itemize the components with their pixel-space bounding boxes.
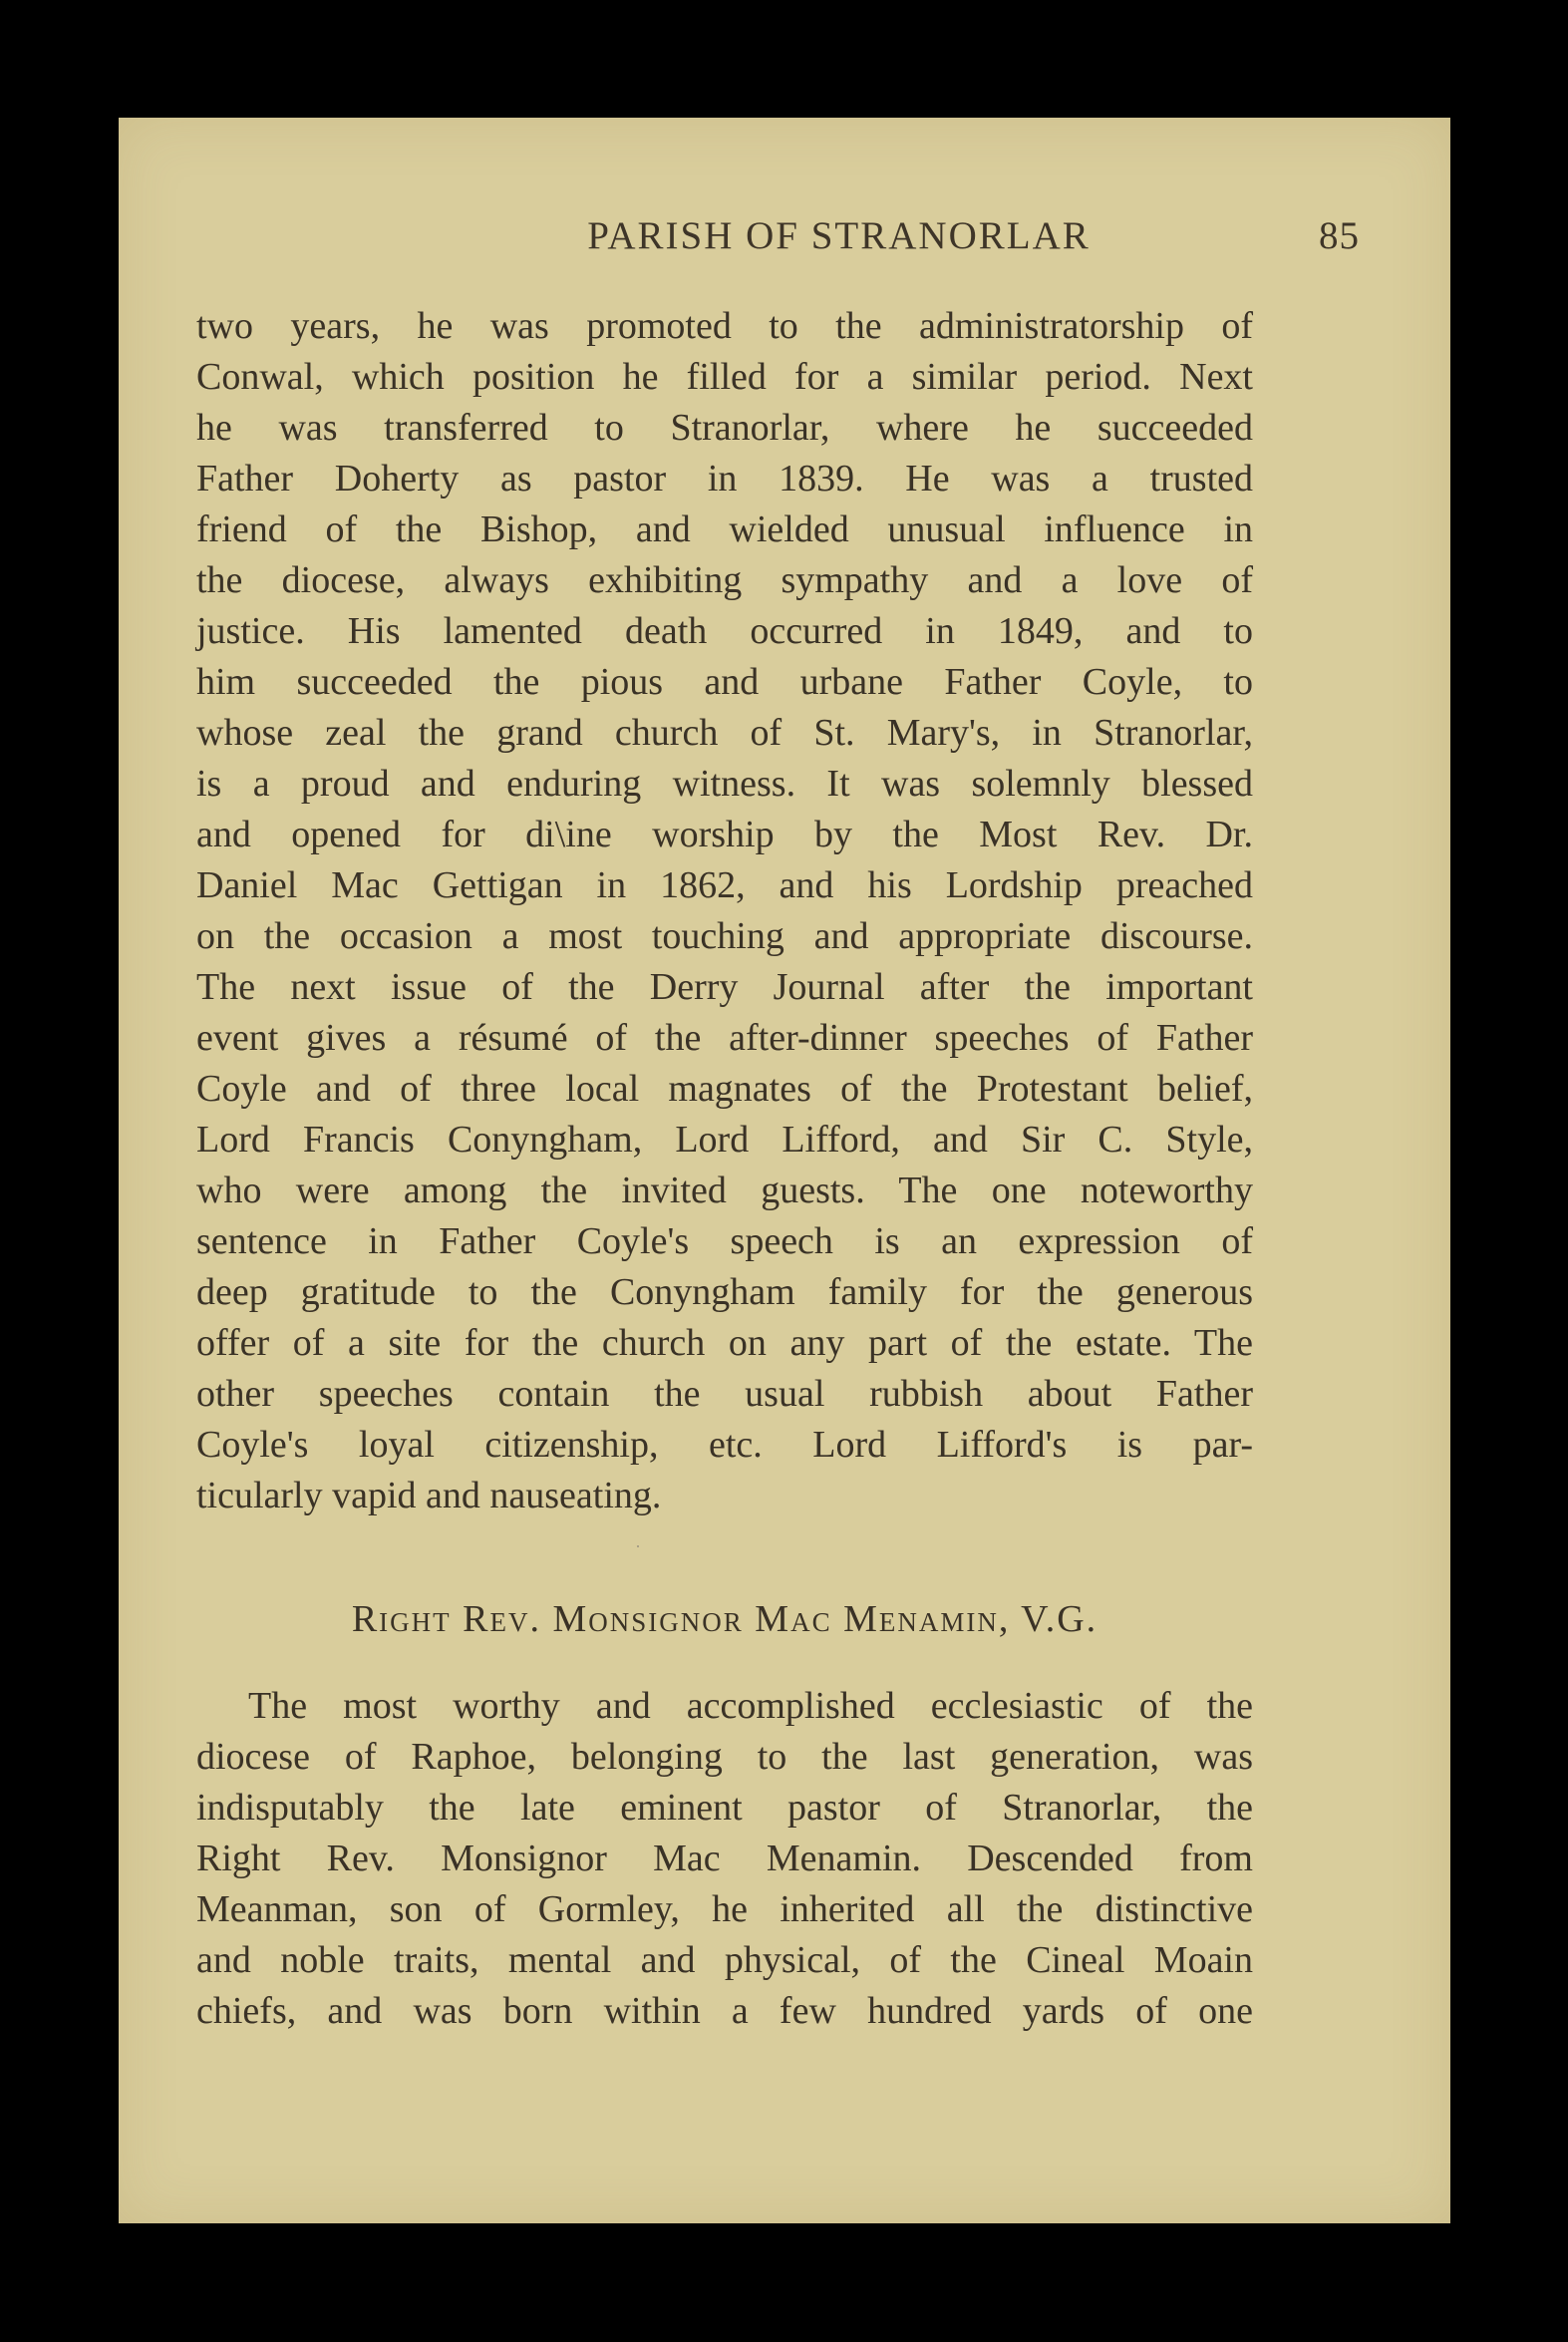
text-line: Daniel Mac Gettigan in 1862, and his Lordship preached (196, 864, 1253, 906)
text-line: sentence in Father Coyle's speech is an expression of (196, 1220, 1253, 1262)
text-line: The next issue of the Derry Journal after the important (196, 966, 1253, 1008)
running-title: PARISH OF STRANORLAR (587, 214, 1091, 257)
text-line: Coyle's loyal citizenship, etc. Lord Lifford's is par- (196, 1424, 1253, 1466)
text-line: The most worthy and accomplished ecclesiastic of the (248, 1685, 1253, 1727)
text-line: ticularly vapid and nauseating. (196, 1475, 662, 1516)
text-line: he was transferred to Stranorlar, where he succeeded (196, 407, 1253, 449)
section-heading: Right Rev. Monsignor Mac Menamin, V.G. (351, 1598, 1098, 1640)
text-line: who were among the invited guests. The one noteworthy (196, 1170, 1253, 1211)
text-line: Coyle and of three local magnates of the Protestant belief, (196, 1068, 1253, 1110)
text-line: Father Doherty as pastor in 1839. He was a trusted (196, 458, 1253, 500)
divider-mark (637, 1545, 639, 1547)
text-line: the diocese, always exhibiting sympathy and a love of (196, 559, 1253, 601)
paragraph-2 (196, 1681, 1253, 2037)
paragraph-1 (196, 301, 1253, 1521)
text-line: other speeches contain the usual rubbish about Father (196, 1373, 1253, 1415)
text-line: him succeeded the pious and urbane Father Coyle, to (196, 661, 1253, 703)
page-number: 85 (1319, 214, 1360, 257)
text-line: chiefs, and was born within a few hundred yards of one (196, 1990, 1253, 2032)
text-line: justice. His lamented death occurred in 1849, and to (196, 610, 1253, 652)
text-line: is a proud and enduring witness. It was solemnly blessed (196, 763, 1253, 805)
text-line: Lord Francis Conyngham, Lord Lifford, and Sir C. Style, (196, 1119, 1253, 1161)
book-page (119, 118, 1450, 2223)
text-line: and noble traits, mental and physical, of the Cineal Moain (196, 1939, 1253, 1981)
text-line: deep gratitude to the Conyngham family for the generous (196, 1271, 1253, 1313)
running-head (308, 213, 1370, 273)
text-line: event gives a résumé of the after-dinner speeches of Father (196, 1017, 1253, 1059)
text-line: offer of a site for the church on any part of the estate. The (196, 1322, 1253, 1364)
text-line: Meanman, son of Gormley, he inherited all the distinctive (196, 1888, 1253, 1930)
text-line: on the occasion a most touching and appropriate discourse. (196, 915, 1253, 957)
text-line: and opened for di\ine worship by the Most Rev. Dr. (196, 814, 1253, 855)
text-line: whose zeal the grand church of St. Mary's, in Stranorlar, (196, 712, 1253, 754)
text-line: two years, he was promoted to the administratorship of (196, 305, 1253, 347)
text-line: friend of the Bishop, and wielded unusual influence in (196, 508, 1253, 550)
text-line: Conwal, which position he filled for a similar period. Next (196, 356, 1253, 398)
text-line: indisputably the late eminent pastor of Stranorlar, the (196, 1787, 1253, 1829)
text-line: diocese of Raphoe, belonging to the last generation, was (196, 1736, 1253, 1778)
text-line: Right Rev. Monsignor Mac Menamin. Descended from (196, 1838, 1253, 1879)
